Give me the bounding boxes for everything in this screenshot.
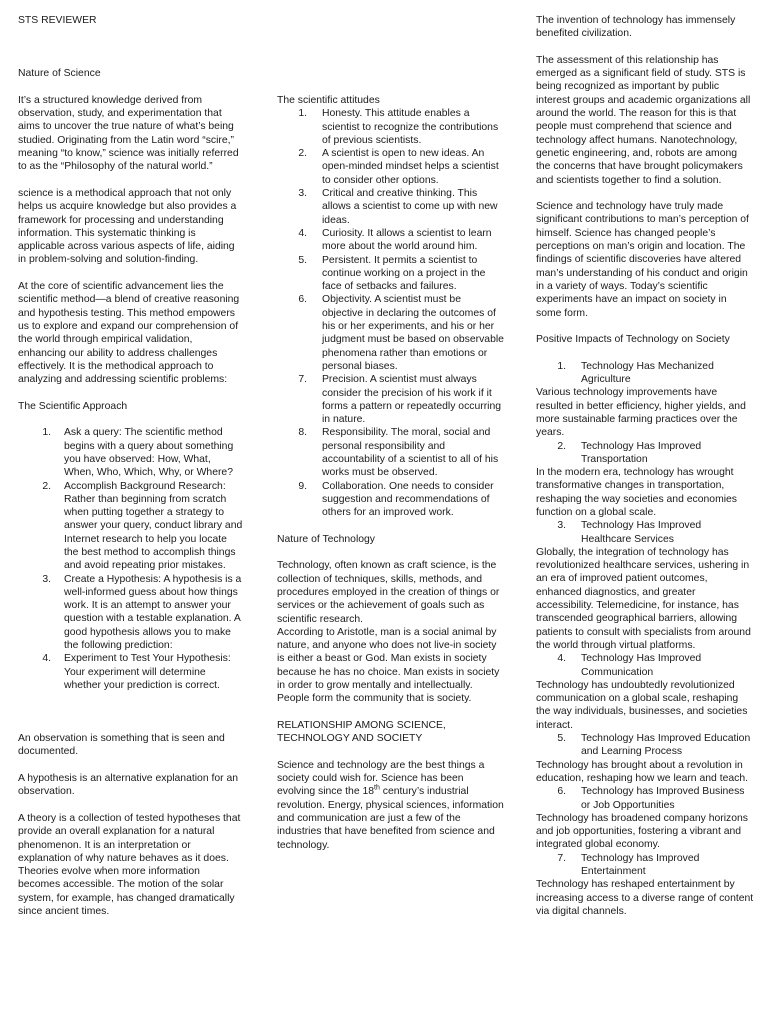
list-number: 1. [298,108,307,120]
list-number: 5. [557,733,566,745]
list-number: 2. [298,148,307,160]
impact-title: Technology Has Improved Transportation [581,440,702,465]
paragraph: People form the community that is society. [277,693,472,705]
section-heading-relationship: RELATIONSHIP AMONG SCIENCE, TECHNOLOGY AND SOCIETY [277,719,446,745]
paragraph [277,759,504,852]
impact-description: Technology has undoubtedly revolutionized communication on a global scale, reshaping the way individuals, businesses, and societies interact. [536,679,748,731]
list-text: Ask a query: The scientific method begins with a query about something you have observed: How, What, When, Who, Which, Why, or Where? [64,427,234,479]
list-number: 3. [298,188,307,200]
paragraph: According to Aristotle, man is a social animal by nature, and anyone who does not live-in society is either a beast or God. Man exists in society because he has no choice. Man exists in society in order to grow mentally and intellectually. [277,626,500,692]
impact-title: Technology has Improved Business or Job Opportunities [581,786,745,811]
list-number: 5. [298,254,307,266]
paragraph: science is a methodical approach that not only helps us acquire knowledge but also provides a framework for processing and understanding information. This systematic thinking is applicable across various aspects of life, aiding in problem-solving and solution-finding. [18,187,237,266]
list-number: 7. [557,852,566,864]
list-item [18,573,243,653]
list-item [277,107,504,147]
list-number: 1. [42,427,51,439]
list-number: 6. [298,294,307,306]
list-item [277,480,504,520]
definition-theory: A theory is a collection of tested hypotheses that provide an overall explanation for a natural phenomenon. It is an interpretation or explanation of why nature behaves as it does. Theories evolve when more information becomes accessible. The motion of the solar system, for example, has changed dramatically since ancient times. [18,812,241,917]
paragraph: Science and technology have truly made significant contributions to man’s perception of himself. Science has changed people’s perceptions on man’s origin and location. The findings of scientific discoveries have altered man’s understanding of his conduct and origin in a variety of ways. Today’s scientific experiments have an impact on society in some form. [536,201,749,319]
impact-title: Technology has Improved Entertainment [581,852,700,877]
paragraph: The assessment of this relationship has emerged as a significant field of study. STS is being recognized as important by public interest groups and academic organizations all around the world. The reason for this is that people must comprehend that science and technology affect humans. Nanotechnology, genetic engineering, and, robots are among the concerns that have brought policymakers and scientists together to find a solution. [536,54,751,186]
impact-description: Technology has brought about a revolution in education, reshaping how we learn and teach. [536,759,748,784]
paragraph: Technology, often known as craft science, is the collection of techniques, skills, methods, and procedures employed in the creation of things or services or the achievement of goals such as scientific research. [277,560,500,625]
list-item [277,147,504,187]
list-text: Responsibility. The moral, social and personal responsibility and accountability of a scientist to all of his works must be observed. [322,427,499,479]
paragraph: At the core of scientific advancement lies the scientific method—a blend of creative reasoning and hypothesis testing. This method empowers us to explore and expand our comprehension of the world through empirical validation, enhancing our ability to address challenges effectively. It is the methodical approach to analyzing and addressing scientific problems: [18,281,240,386]
impact-title: Technology Has Mechanized Agriculture [581,360,714,386]
spacer [18,27,243,67]
column-2 [277,14,504,865]
list-item [277,254,504,294]
impact-description: Technology has broadened company horizons and job opportunities, fostering a vibrant and integrated global economy. [536,812,748,851]
list-number: 6. [557,786,566,798]
impact-title: Technology Has Improved Communication [581,653,702,678]
list-item-title [536,360,754,387]
list-text: Create a Hypothesis: A hypothesis is a well-informed guess about how things work. It is an attempt to answer your question with a testable explanation. A good hypothesis allows you to make the following prediction: [64,573,242,652]
section-heading-positive-impacts: Positive Impacts of Technology on Society [536,334,730,346]
list-item [277,293,504,373]
scientific-attitudes-list [277,107,504,519]
list-item [18,426,243,479]
list-number: 9. [298,480,307,492]
list-item [277,426,504,479]
impact-description: Globally, the integration of technology has revolutionized healthcare services, ushering in an era of improved patient outcomes, enhanced diagnostics, and greater accessibility. Telemedicine, for instance, has transcended geographical barriers, allowing patients to consult with specialists from around the world through virtual platforms. [536,546,751,651]
section-heading-nature-of-technology: Nature of Technology [277,533,376,545]
section-heading-nature-of-science: Nature of Science [18,68,101,80]
list-text: Collaboration. One needs to consider suggestion and recommendations of others for an improved work. [322,480,494,519]
list-number: 4. [298,227,307,239]
impact-title: Technology Has Improved Education and Learning Process [581,733,751,758]
positive-impacts-list [536,360,754,918]
list-item [277,227,504,254]
impact-title: Technology Has Improved Healthcare Services [581,520,702,545]
document-title: STS REVIEWER [18,15,97,26]
list-number: 4. [42,653,51,665]
list-text: Honesty. This attitude enables a scientist to recognize the contributions of previous scientists. [322,108,499,146]
list-item-title [536,652,754,679]
list-item [277,187,504,227]
definition-hypothesis: A hypothesis is an alternative explanation for an observation. [18,773,239,798]
column-3 [536,14,754,918]
column-1 [18,14,243,932]
scientific-approach-list [18,426,243,692]
list-number: 7. [298,374,307,386]
list-item [277,373,504,426]
list-number: 1. [557,360,566,372]
list-number: 3. [42,573,51,585]
paragraph: The invention of technology has immensely benefited civilization. [536,15,736,40]
list-text: Persistent. It permits a scientist to continue working on a project in the face of setbacks and failures. [322,254,486,293]
list-text: Curiosity. It allows a scientist to learn more about the world around him. [322,227,492,253]
section-heading-scientific-attitudes: The scientific attitudes [277,95,380,106]
list-text: Objectivity. A scientist must be objective in declaring the outcomes of his or her experiments, and his or her judgment must be based on observable phenomena rather than emotions or personal biases. [322,294,504,372]
list-item [18,480,243,573]
list-text: Critical and creative thinking. This allows a scientist to come up with new ideas. [322,188,498,226]
list-text: Precision. A scientist must always consider the precision of his work if it forms a pattern or repeatedly occurring in nature. [322,374,502,426]
list-item-title [536,732,754,759]
list-item-title [536,440,754,467]
spacer [18,706,243,733]
list-number: 8. [298,427,307,439]
impact-description: Various technology improvements have resulted in better efficiency, higher yields, and more sustainable farming practices over the years. [536,387,746,439]
list-text: Experiment to Test Your Hypothesis: Your experiment will determine whether your prediction is correct. [64,653,231,691]
list-text: A scientist is open to new ideas. An open-minded mindset helps a scientist to consider other options. [322,148,499,186]
paragraph: It’s a structured knowledge derived from observation, study, and experimentation that aims to uncover the true nature of what’s being studied. Originating from the Latin word “scire,” meaning “to know,” science was initially referred to as the “Philosophy of the natural world.” [18,94,239,173]
list-number: 2. [42,480,51,492]
list-number: 4. [557,653,566,665]
list-item [18,652,243,692]
text-run: Science and technology are the best things a society could wish for. Science has been evolving since the 18 [277,759,485,798]
section-heading-scientific-approach: The Scientific Approach [18,400,128,412]
list-item-title [536,519,754,546]
impact-description: In the modern era, technology has wrought transformative changes in transportation, reshaping the way societies and economies function on a global scale. [536,467,738,518]
list-number: 3. [557,520,566,532]
list-item-title [536,785,754,812]
impact-description: Technology has reshaped entertainment by increasing access to a diverse range of content via digital channels. [536,879,754,917]
list-item-title [536,852,754,879]
definition-observation: An observation is something that is seen and documented. [18,733,225,758]
list-number: 2. [557,440,566,452]
superscript: th [374,784,380,792]
text-run: century’s industrial revolution. Energy, physical sciences, information and communication are just a few of the industries that have benefited from science and technology. [277,786,504,851]
list-text: Accomplish Background Research: Rather than beginning from scratch when putting together a strategy to answer your query, conduct library and Internet research to help you locate the best method to accomplish things and avoid repeating prior mistakes. [64,480,243,572]
